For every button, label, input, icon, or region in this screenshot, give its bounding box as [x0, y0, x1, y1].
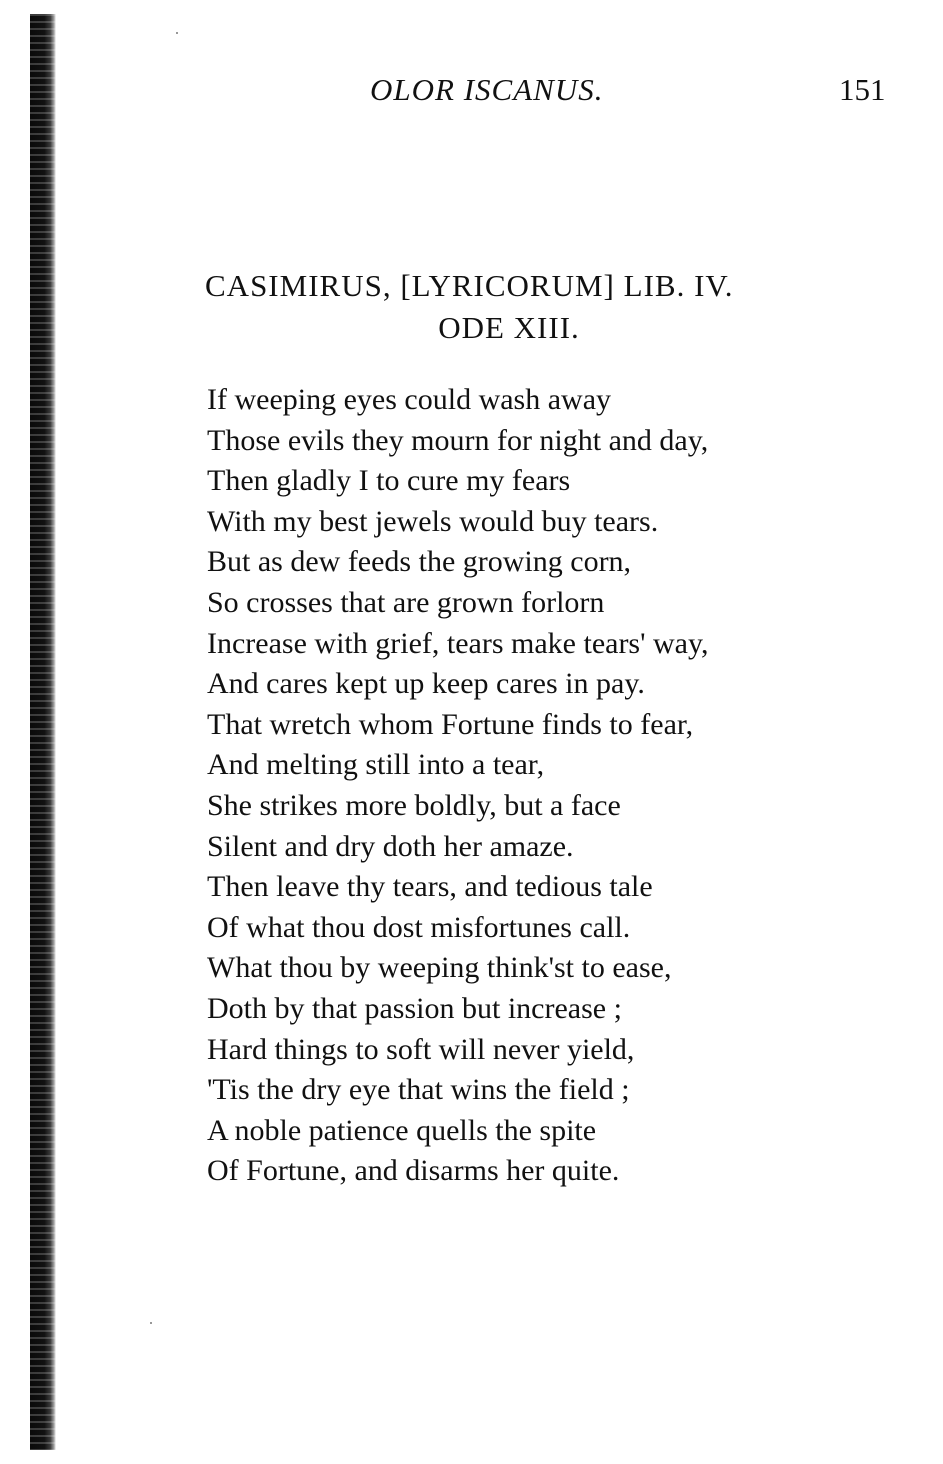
scan-speck [176, 32, 178, 34]
poem-line: But as dew feeds the growing corn, [207, 545, 632, 579]
poem-line: Silent and dry doth her amaze. [207, 829, 574, 863]
poem-subtitle: ODE XIII. [438, 310, 580, 345]
poem-line: So crosses that are grown forlorn [207, 585, 605, 619]
poem-line: Hard things to soft will never yield, [207, 1032, 635, 1066]
poem-title: CASIMIRUS, [LYRICORUM] LIB. IV. [205, 268, 734, 303]
poem-line: With my best jewels would buy tears. [207, 504, 659, 538]
poem-line: Of what thou dost misfortunes call. [207, 910, 631, 944]
poem-line: Increase with grief, tears make tears' way, [207, 626, 709, 660]
poem-line: 'Tis the dry eye that wins the field ; [207, 1073, 630, 1107]
poem-line: Then leave thy tears, and tedious tale [207, 870, 653, 904]
poem-line: That wretch whom Fortune finds to fear, [207, 707, 694, 741]
poem-line: If weeping eyes could wash away [207, 383, 612, 416]
poem-line: And melting still into a tear, [207, 748, 545, 782]
running-title: OLOR ISCANUS. [370, 72, 604, 107]
poem-line: Those evils they mourn for night and day, [207, 423, 709, 457]
poem-body [207, 380, 847, 1192]
poem-line: Of Fortune, and disarms her quite. [207, 1154, 620, 1188]
poem-line: Doth by that passion but increase ; [207, 991, 622, 1025]
scan-speck [150, 1322, 152, 1324]
page-number: 151 [839, 72, 886, 107]
poem-line: A noble patience quells the spite [207, 1113, 597, 1147]
poem-line: And cares kept up keep cares in pay. [207, 667, 645, 701]
poem-line: Then gladly I to cure my fears [207, 464, 571, 498]
poem-line: She strikes more boldly, but a face [207, 788, 621, 822]
poem-line: What thou by weeping think'st to ease, [207, 951, 672, 985]
scanned-binding-edge [30, 14, 56, 1450]
